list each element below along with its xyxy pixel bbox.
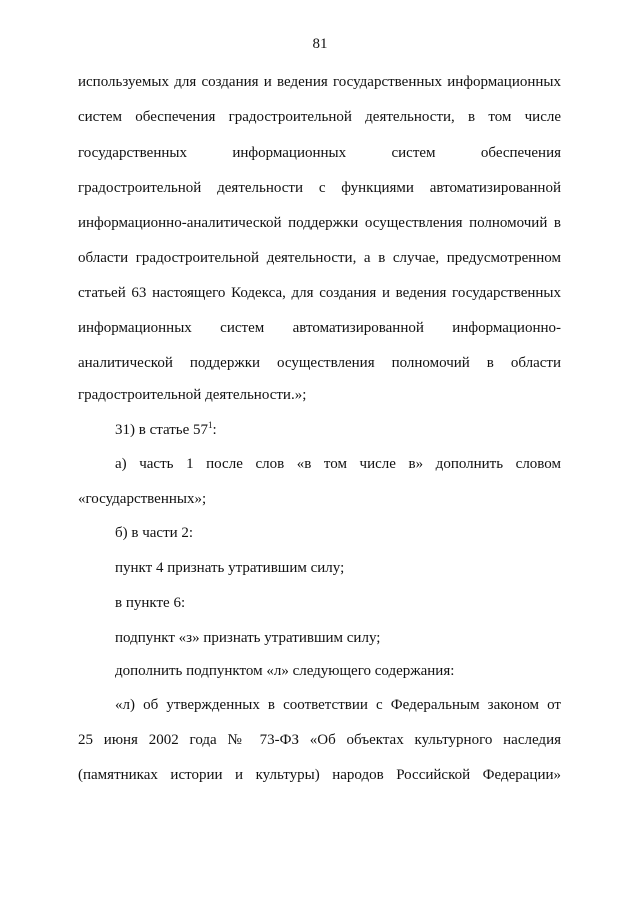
article-superscript: 1 — [208, 420, 213, 430]
text-line: дополнить подпунктом «л» следующего содержания: — [115, 663, 455, 679]
text-line: систем обеспечения градостроительной деятельности, в том числе — [78, 109, 561, 125]
text-line: государственных информационных систем обеспечения — [78, 145, 561, 161]
text-line: (памятниках истории и культуры) народов Российской Федерации» — [78, 767, 561, 783]
text-line: статьей 63 настоящего Кодекса, для создания и ведения государственных — [78, 285, 561, 301]
text-line: в пункте 6: — [115, 595, 186, 611]
article-label: 31) в статье 57 — [115, 422, 209, 438]
text-line: 25 июня 2002 года № 73-ФЗ «Об объектах культурного наследия — [78, 732, 561, 748]
text-line: области градостроительной деятельности, а в случае, предусмотренном — [78, 250, 561, 266]
text-line: градостроительной деятельности с функциями автоматизированной — [78, 180, 561, 196]
text-line: подпункт «з» признать утратившим силу; — [115, 630, 381, 646]
text-line: «л) об утвержденных в соответствии с Федеральным законом от — [115, 697, 561, 713]
page-number: 81 — [312, 36, 328, 52]
text-line: градостроительной деятельности.»; — [78, 387, 307, 403]
text-line: б) в части 2: — [115, 525, 194, 541]
text-line — [115, 422, 561, 439]
text-line: информационно-аналитической поддержки осуществления полномочий в — [78, 215, 561, 231]
text-line: пункт 4 признать утратившим силу; — [115, 560, 345, 576]
text-line: а) часть 1 после слов «в том числе в» дополнить словом — [115, 456, 561, 472]
article-colon: : — [212, 422, 217, 438]
text-line: информационных систем автоматизированной информационно- — [78, 320, 561, 336]
text-line: «государственных»; — [78, 491, 207, 507]
text-line: используемых для создания и ведения государственных информационных — [78, 74, 561, 90]
text-line: аналитической поддержки осуществления полномочий в области — [78, 355, 561, 371]
